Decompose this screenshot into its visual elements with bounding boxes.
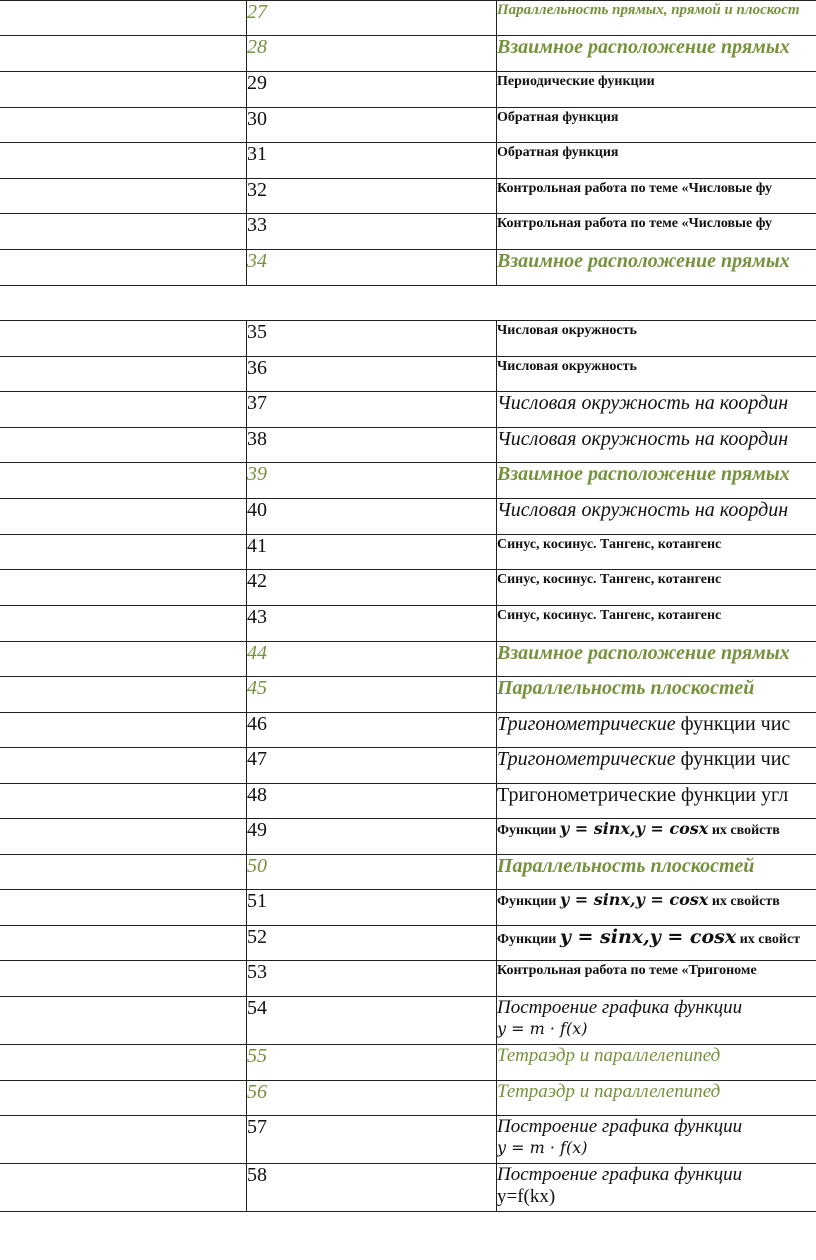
lesson-number xyxy=(247,819,497,855)
lesson-topic xyxy=(497,72,816,108)
lesson-topic xyxy=(497,357,816,392)
table-row xyxy=(0,713,816,748)
topic-text-suffix: их свойств xyxy=(708,823,780,838)
lesson-number-text: 44 xyxy=(247,642,267,664)
empty-cell xyxy=(0,499,247,535)
table-row xyxy=(0,961,816,997)
table-row xyxy=(0,1045,816,1081)
lesson-number xyxy=(247,321,497,357)
empty-cell xyxy=(0,143,247,179)
topic-text: Числовая окружность на координ xyxy=(497,499,789,521)
lesson-number xyxy=(247,1116,497,1164)
lesson-number-text: 58 xyxy=(247,1164,267,1186)
lesson-number xyxy=(247,961,497,997)
table-row xyxy=(0,214,816,250)
table-row xyxy=(0,997,816,1045)
lesson-number xyxy=(247,784,497,819)
formula: y = m · f(x) xyxy=(497,1138,588,1157)
table-row xyxy=(0,748,816,784)
empty-cell xyxy=(0,108,247,143)
table-row xyxy=(0,428,816,463)
lesson-topic xyxy=(497,748,816,784)
lesson-number-text: 53 xyxy=(247,961,267,983)
topic-text-italic: Тригонометрические xyxy=(497,713,676,735)
lesson-number-text: 35 xyxy=(247,321,267,343)
lesson-topic xyxy=(497,108,816,143)
lesson-number-text: 33 xyxy=(247,214,267,236)
empty-cell xyxy=(0,463,247,499)
lesson-number xyxy=(247,36,497,72)
lesson-topic xyxy=(497,642,816,677)
lesson-topic xyxy=(497,1,816,36)
lesson-number-text: 39 xyxy=(247,463,267,485)
lesson-number-text: 43 xyxy=(247,606,267,628)
formula: y=f(kx) xyxy=(497,1186,556,1207)
lesson-topic xyxy=(497,143,816,179)
lesson-number xyxy=(247,1164,497,1212)
formula: y = sinx,y = cosx xyxy=(559,926,737,948)
topic-text: Построение графика функции xyxy=(497,1116,743,1137)
table-row xyxy=(0,677,816,713)
empty-cell xyxy=(0,997,247,1045)
table-row xyxy=(0,499,816,535)
empty-cell xyxy=(0,819,247,855)
topic-text: Взаимное расположение прямых xyxy=(497,463,790,485)
lesson-number-text: 32 xyxy=(247,179,267,201)
lesson-number-text: 42 xyxy=(247,570,267,592)
empty-cell xyxy=(0,392,247,428)
topic-text: Числовая окружность на координ xyxy=(497,392,789,414)
empty-cell xyxy=(0,321,247,357)
lesson-topic xyxy=(497,570,816,606)
lesson-topic xyxy=(497,321,816,357)
lesson-topic xyxy=(497,250,816,286)
lesson-number-text: 50 xyxy=(247,855,267,877)
lesson-number xyxy=(247,926,497,961)
lesson-number-text: 54 xyxy=(247,997,267,1019)
topic-text: Обратная функция xyxy=(497,145,619,160)
topic-text: Числовая окружность xyxy=(497,323,637,338)
empty-cell xyxy=(0,642,247,677)
topic-text: Числовая окружность на координ xyxy=(497,428,789,450)
schedule-table-1 xyxy=(0,0,816,286)
empty-cell xyxy=(0,784,247,819)
lesson-topic xyxy=(497,926,816,961)
lesson-number-text: 52 xyxy=(247,926,267,948)
lesson-number xyxy=(247,463,497,499)
empty-cell xyxy=(0,72,247,108)
formula: y = sinx,y = cosx xyxy=(559,819,709,838)
topic-text: Взаимное расположение прямых xyxy=(497,36,790,58)
table-row xyxy=(0,250,816,286)
topic-text: Параллельность плоскостей xyxy=(497,855,755,877)
topic-text: Синус, косинус. Тангенс, котангенс xyxy=(497,572,722,587)
formula: y = sinx,y = cosx xyxy=(559,890,709,909)
lesson-number xyxy=(247,179,497,214)
table-row xyxy=(0,784,816,819)
lesson-number-text: 55 xyxy=(247,1045,267,1067)
empty-cell xyxy=(0,606,247,642)
table-row xyxy=(0,463,816,499)
topic-text: Функции xyxy=(497,894,560,909)
schedule-table-2 xyxy=(0,320,816,1212)
table-row xyxy=(0,108,816,143)
topic-text: Параллельность плоскостей xyxy=(497,677,755,699)
empty-cell xyxy=(0,357,247,392)
lesson-topic xyxy=(497,499,816,535)
topic-text-suffix: их свойств xyxy=(708,894,780,909)
lesson-number xyxy=(247,890,497,926)
lesson-number xyxy=(247,428,497,463)
lesson-number xyxy=(247,748,497,784)
lesson-number xyxy=(247,357,497,392)
lesson-number xyxy=(247,642,497,677)
empty-cell xyxy=(0,1081,247,1116)
lesson-number-text: 56 xyxy=(247,1081,267,1103)
lesson-topic xyxy=(497,214,816,250)
empty-cell xyxy=(0,926,247,961)
lesson-number-text: 37 xyxy=(247,392,267,414)
lesson-number xyxy=(247,392,497,428)
topic-text: Обратная функция xyxy=(497,110,619,125)
lesson-topic xyxy=(497,1164,816,1212)
empty-cell xyxy=(0,535,247,570)
table-row xyxy=(0,535,816,570)
topic-text: Контрольная работа по теме «Числовые фу xyxy=(497,181,773,196)
lesson-number-text: 48 xyxy=(247,784,267,806)
lesson-number-text: 41 xyxy=(247,535,267,557)
lesson-number xyxy=(247,997,497,1045)
topic-text: функции чис xyxy=(675,748,791,770)
lesson-number-text: 27 xyxy=(247,1,267,23)
lesson-number-text: 38 xyxy=(247,428,267,450)
empty-cell xyxy=(0,890,247,926)
lesson-number xyxy=(247,570,497,606)
table-row xyxy=(0,179,816,214)
lesson-number xyxy=(247,108,497,143)
table-row xyxy=(0,392,816,428)
topic-text: Взаимное расположение прямых xyxy=(497,250,790,272)
lesson-number-text: 47 xyxy=(247,748,267,770)
lesson-number-text: 40 xyxy=(247,499,267,521)
lesson-topic xyxy=(497,997,816,1045)
lesson-number xyxy=(247,713,497,748)
topic-text: Контрольная работа по теме «Тригономе xyxy=(497,963,757,978)
empty-cell xyxy=(0,36,247,72)
lesson-number xyxy=(247,72,497,108)
empty-cell xyxy=(0,179,247,214)
lesson-topic xyxy=(497,463,816,499)
empty-cell xyxy=(0,214,247,250)
lesson-number-text: 51 xyxy=(247,890,267,912)
topic-text: Тетраэдр и параллелепипед xyxy=(497,1081,721,1102)
lesson-number-text: 29 xyxy=(247,72,267,94)
lesson-number xyxy=(247,1045,497,1081)
lesson-topic xyxy=(497,392,816,428)
topic-text: Тетраэдр и параллелепипед xyxy=(497,1045,721,1066)
lesson-number-text: 57 xyxy=(247,1116,267,1138)
lesson-number xyxy=(247,855,497,890)
table-row xyxy=(0,606,816,642)
lesson-number xyxy=(247,535,497,570)
lesson-number xyxy=(247,606,497,642)
topic-text: Числовая окружность xyxy=(497,359,637,374)
topic-text: Периодические функции xyxy=(497,74,655,89)
lesson-topic xyxy=(497,961,816,997)
lesson-number-text: 36 xyxy=(247,357,267,379)
lesson-number-text: 49 xyxy=(247,819,267,841)
lesson-number xyxy=(247,677,497,713)
topic-text: Синус, косинус. Тангенс, котангенс xyxy=(497,608,722,623)
lesson-topic xyxy=(497,784,816,819)
lesson-topic xyxy=(497,179,816,214)
lesson-number xyxy=(247,250,497,286)
lesson-topic xyxy=(497,890,816,926)
topic-text: Построение графика функции xyxy=(497,997,743,1018)
lesson-number xyxy=(247,1081,497,1116)
topic-text: Построение графика функции xyxy=(497,1164,743,1185)
topic-text: Параллельность прямых, прямой и плоскост xyxy=(497,2,800,18)
table-row xyxy=(0,1164,816,1212)
topic-text: Синус, косинус. Тангенс, котангенс xyxy=(497,537,722,552)
lesson-topic xyxy=(497,677,816,713)
table-row xyxy=(0,143,816,179)
topic-text-suffix: их свойст xyxy=(736,932,801,947)
lesson-topic xyxy=(497,36,816,72)
topic-text-italic: Тригонометрические xyxy=(497,748,676,770)
lesson-topic xyxy=(497,713,816,748)
table-row xyxy=(0,855,816,890)
table-row xyxy=(0,570,816,606)
table-row xyxy=(0,1081,816,1116)
table-row xyxy=(0,72,816,108)
empty-cell xyxy=(0,855,247,890)
table-row xyxy=(0,926,816,961)
formula: y = m · f(x) xyxy=(497,1019,588,1038)
lesson-number-text: 28 xyxy=(247,36,267,58)
empty-cell xyxy=(0,1,247,36)
lesson-topic xyxy=(497,1045,816,1081)
table-row xyxy=(0,642,816,677)
empty-cell xyxy=(0,961,247,997)
lesson-number-text: 30 xyxy=(247,108,267,130)
lesson-topic xyxy=(497,1116,816,1164)
table-row xyxy=(0,36,816,72)
empty-cell xyxy=(0,713,247,748)
lesson-number xyxy=(247,143,497,179)
lesson-number xyxy=(247,1,497,36)
table-row xyxy=(0,357,816,392)
lesson-number xyxy=(247,499,497,535)
topic-text: Функции xyxy=(497,823,560,838)
lesson-number-text: 31 xyxy=(247,143,267,165)
empty-cell xyxy=(0,1116,247,1164)
empty-cell xyxy=(0,570,247,606)
empty-cell xyxy=(0,748,247,784)
table-row xyxy=(0,1,816,36)
lesson-topic xyxy=(497,606,816,642)
table-row xyxy=(0,819,816,855)
topic-text: Взаимное расположение прямых xyxy=(497,642,790,664)
lesson-number-text: 46 xyxy=(247,713,267,735)
table-row xyxy=(0,1116,816,1164)
table-row xyxy=(0,321,816,357)
topic-text: Тригонометрические функции угл xyxy=(497,784,789,806)
empty-cell xyxy=(0,677,247,713)
empty-cell xyxy=(0,1164,247,1212)
empty-cell xyxy=(0,1045,247,1081)
topic-text: Контрольная работа по теме «Числовые фу xyxy=(497,216,773,231)
empty-cell xyxy=(0,250,247,286)
empty-cell xyxy=(0,428,247,463)
lesson-number-text: 45 xyxy=(247,677,267,699)
lesson-topic xyxy=(497,535,816,570)
table-row xyxy=(0,890,816,926)
lesson-topic xyxy=(497,1081,816,1116)
lesson-topic xyxy=(497,819,816,855)
lesson-number-text: 34 xyxy=(247,250,267,272)
lesson-topic xyxy=(497,855,816,890)
lesson-topic xyxy=(497,428,816,463)
lesson-number xyxy=(247,214,497,250)
topic-text: функции чис xyxy=(675,713,791,735)
topic-text: Функции xyxy=(497,932,560,947)
